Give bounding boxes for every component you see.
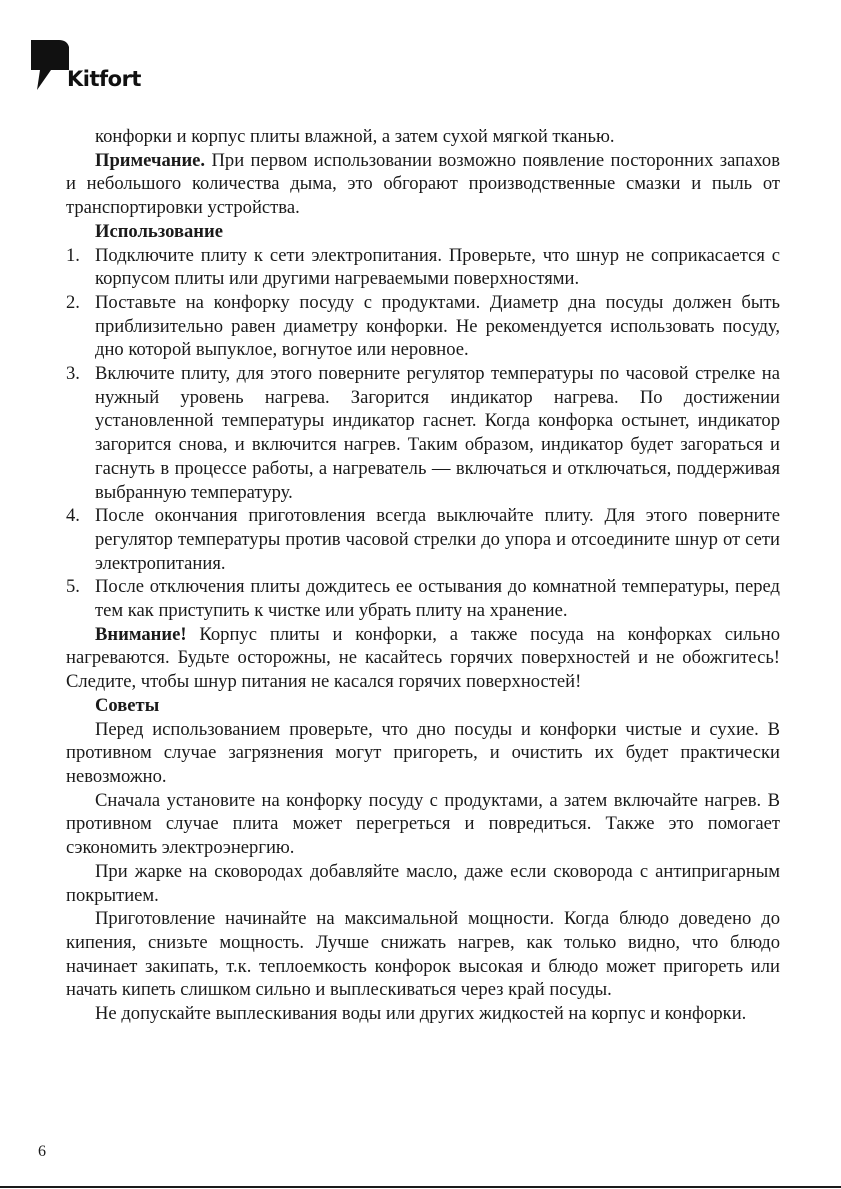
list-item — [66, 362, 780, 504]
list-item — [66, 504, 780, 575]
tips-paragraph: При жарке на сковородах добавляйте масло, даже если сковорода с антипригарным покрытием. — [66, 860, 780, 906]
page-body — [66, 125, 780, 1026]
bottom-divider — [0, 1186, 841, 1188]
note-text: При первом использовании возможно появление посторонних запахов и небольшого количества дыма, это обгорают производственные смазки и пыль от транспортировки устройства. — [66, 149, 780, 219]
list-item — [66, 244, 780, 291]
warning-label: Внимание! — [95, 623, 187, 645]
tips-paragraph: Приготовление начинайте на максимальной мощности. Когда блюдо доведено до кипения, снизьте мощность. Лучше снижать нагрев, как только видно, что блюдо начинает закипать, т.к. теплоемкость конфорок высокая и блюдо может пригореть или начать кипеть слишком сильно и выплескиваться через край посуды. — [66, 908, 780, 1001]
step-number: 5. — [66, 576, 80, 598]
step-text: После окончания приготовления всегда выключайте плиту. Для этого поверните регулятор температуры против часовой стрелки до упора и отсоедините шнур от сети электропитания. — [95, 505, 780, 574]
note-paragraph — [66, 149, 780, 220]
note-label: Примечание. — [95, 149, 206, 171]
intro-continuation: конфорки и корпус плиты влажной, а затем сухой мягкой тканью. — [95, 126, 615, 147]
usage-heading: Использование — [95, 220, 223, 242]
step-number: 3. — [66, 363, 80, 385]
page-number: 6 — [38, 1143, 46, 1160]
warning-paragraph — [66, 623, 780, 694]
list-item — [66, 575, 780, 622]
step-number: 1. — [66, 244, 80, 266]
step-text: Поставьте на конфорку посуду с продуктами. Диаметр дна посуды должен быть приблизительно равен диаметру конфорки. Не рекомендуется использовать посуду, дно которой выпуклое, вогнутое или неровное. — [95, 291, 780, 361]
tips-paragraph: Перед использованием проверьте, что дно посуды и конфорки чистые и сухие. В противном случае загрязнения могут пригореть, и очистить их будет практически невозможно. — [66, 718, 780, 787]
step-text: После отключения плиты дождитесь ее остывания до комнатной температуры, перед тем как приступить к чистке или убрать плиту на хранение. — [95, 576, 780, 622]
logo-wordmark: Kitfort — [67, 67, 141, 91]
step-number: 2. — [66, 291, 80, 313]
tips-paragraph: Сначала установите на конфорку посуду с продуктами, а затем включайте нагрев. В противном случае плита может перегреться и повредиться. Также это помогает сэкономить электроэнергию. — [66, 789, 780, 859]
list-item — [66, 291, 780, 362]
step-number: 4. — [66, 505, 80, 527]
warning-text: Корпус плиты и конфорки, а также посуда на конфорках сильно нагреваются. Будьте осторожны, не касайтесь горячих поверхностей и не обожгитесь! Следите, чтобы шнур питания не касался горячих поверхностей! — [66, 623, 780, 693]
usage-steps-list — [66, 244, 780, 623]
step-text: Включите плиту, для этого поверните регулятор температуры по часовой стрелке на нужный уровень нагрева. Загорится индикатор нагрева. По достижении установленной температуры индикатор гаснет. Когда конфорка остынет, индикатор загорится снова, и включится нагрев. Таким образом, индикатор будет загораться и гаснуть в процессе работы, а нагреватель — включаться и отключаться, поддерживая выбранную температуру. — [95, 363, 780, 503]
kitfort-logo-icon — [31, 40, 71, 90]
tips-heading: Советы — [95, 694, 160, 716]
tips-paragraph: Не допускайте выплескивания воды или других жидкостей на корпус и конфорки. — [95, 1003, 747, 1025]
step-text: Подключите плиту к сети электропитания. Проверьте, что шнур не соприкасается с корпусом плиты или другими нагреваемыми поверхностями. — [95, 244, 780, 290]
